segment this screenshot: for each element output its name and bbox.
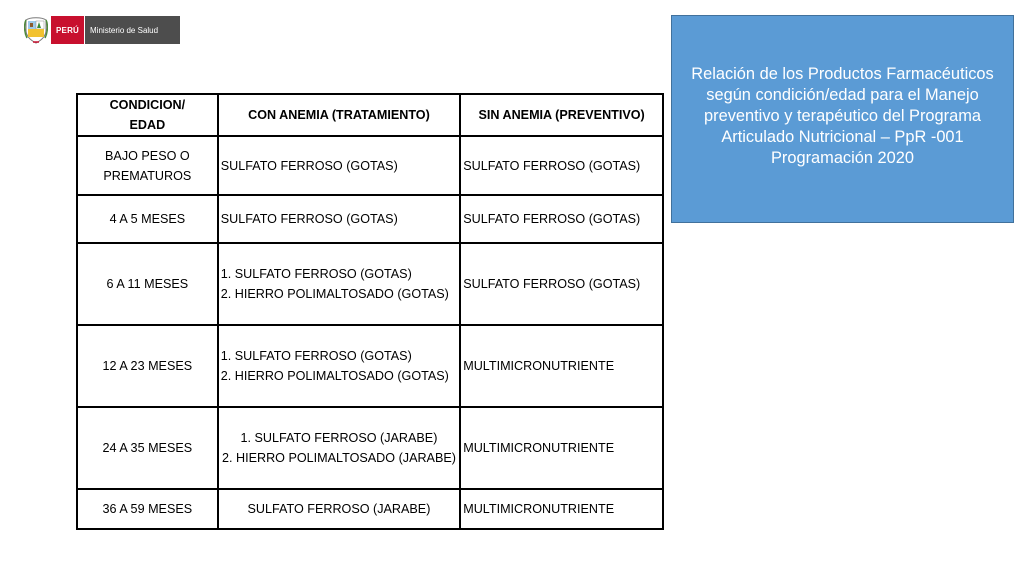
- cell-condition: 6 A 11 MESES: [77, 243, 218, 325]
- header-anemia: CON ANEMIA (TRATAMIENTO): [218, 94, 460, 136]
- title-line: preventivo y terapéutico del Programa: [704, 107, 981, 125]
- table-row: [77, 195, 663, 243]
- table-row: [77, 243, 663, 325]
- cell-no-anemia: MULTIMICRONUTRIENTE: [460, 489, 663, 529]
- table-header-row: [77, 94, 663, 136]
- cell-condition: 24 A 35 MESES: [77, 407, 218, 489]
- title-line: Programación 2020: [770, 149, 915, 167]
- cell-condition: BAJO PESO O PREMATUROS: [77, 136, 218, 195]
- header-no-anemia: SIN ANEMIA (PREVENTIVO): [460, 94, 663, 136]
- table-row: [77, 136, 663, 195]
- table-row: [77, 407, 663, 489]
- cell-no-anemia: MULTIMICRONUTRIENTE: [460, 407, 663, 489]
- cell-anemia: SULFATO FERROSO (GOTAS): [218, 136, 460, 195]
- logo-ministry: Ministerio de Salud: [84, 16, 180, 44]
- header-condition: CONDICION/ EDAD: [77, 94, 218, 136]
- cell-no-anemia: SULFATO FERROSO (GOTAS): [460, 136, 663, 195]
- logo-country: PERÚ: [51, 16, 84, 44]
- cell-anemia: SULFATO FERROSO (JARABE): [218, 489, 460, 529]
- products-table: [76, 93, 664, 530]
- title-line: según condición/edad para el Manejo: [706, 86, 979, 104]
- cell-no-anemia: SULFATO FERROSO (GOTAS): [460, 243, 663, 325]
- cell-condition: 36 A 59 MESES: [77, 489, 218, 529]
- cell-anemia: SULFATO FERROSO (GOTAS): [218, 195, 460, 243]
- table-row: [77, 325, 663, 407]
- title-line: Articulado Nutricional – PpR -001: [721, 128, 964, 146]
- cell-anemia: 1. SULFATO FERROSO (JARABE) 2. HIERRO POLIMALTOSADO (JARABE): [218, 407, 460, 489]
- cell-no-anemia: MULTIMICRONUTRIENTE: [460, 325, 663, 407]
- cell-condition: 12 A 23 MESES: [77, 325, 218, 407]
- table-row: [77, 489, 663, 529]
- cell-condition: 4 A 5 MESES: [77, 195, 218, 243]
- cell-no-anemia: SULFATO FERROSO (GOTAS): [460, 195, 663, 243]
- peru-coat-of-arms-icon: [24, 16, 48, 44]
- cell-anemia: 1. SULFATO FERROSO (GOTAS) 2. HIERRO POLIMALTOSADO (GOTAS): [218, 243, 460, 325]
- title-box: [671, 15, 1014, 223]
- ministry-logo: [24, 16, 180, 44]
- title-line: Relación de los Productos Farmacéuticos: [691, 65, 994, 83]
- cell-anemia: 1. SULFATO FERROSO (GOTAS) 2. HIERRO POLIMALTOSADO (GOTAS): [218, 325, 460, 407]
